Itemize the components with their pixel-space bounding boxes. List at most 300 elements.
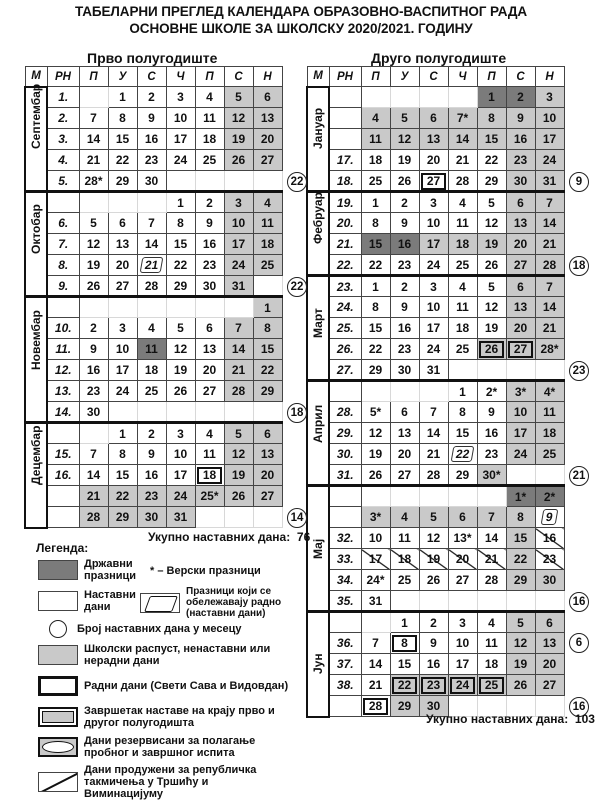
day-cell: 8 <box>390 633 419 654</box>
day-cell: 21 <box>477 549 506 570</box>
day-cell: 12 <box>166 339 195 360</box>
day-cell: 19 <box>79 255 108 276</box>
day-cell: 28* <box>79 171 108 192</box>
day-cell: 1 <box>253 297 282 318</box>
day-cell: 24 <box>419 339 448 360</box>
legend-extended-days: Дани продужени за републичка такмичења у Тршићу и Виминацијуму <box>38 764 288 800</box>
week-row <box>307 528 564 549</box>
day-cell: 9 <box>390 297 419 318</box>
day-cell: 4 <box>195 87 224 108</box>
legend-day-count: Број наставних дана у месецу <box>38 620 242 638</box>
column-header: П <box>79 67 108 87</box>
day-cell: 12 <box>224 444 253 465</box>
week-row <box>25 444 282 465</box>
day-cell: 14 <box>137 234 166 255</box>
day-cell: 13* <box>448 528 477 549</box>
day-cell: 23 <box>79 381 108 402</box>
day-cell: 10 <box>166 444 195 465</box>
month-day-count: 22 <box>287 277 307 297</box>
day-cell: 17 <box>361 549 390 570</box>
day-cell <box>224 507 253 528</box>
day-cell: 16 <box>137 129 166 150</box>
title-line2: ОСНОВНЕ ШКОЛЕ ЗА ШКОЛСКУ 2020/2021. ГОДИНУ <box>129 21 473 36</box>
day-cell: 14 <box>477 528 506 549</box>
day-cell <box>166 402 195 423</box>
day-cell: 10 <box>166 108 195 129</box>
day-cell: 10 <box>108 339 137 360</box>
day-cell: 10 <box>448 633 477 654</box>
day-cell: 28 <box>477 570 506 591</box>
day-cell: 18 <box>137 360 166 381</box>
week-number <box>47 297 79 318</box>
week-number: 20. <box>329 213 361 234</box>
day-cell: 23 <box>506 150 535 171</box>
week-row <box>307 297 564 318</box>
day-cell: 19 <box>506 654 535 675</box>
day-cell <box>419 87 448 108</box>
day-cell: 26 <box>79 276 108 297</box>
week-number: 27. <box>329 360 361 381</box>
column-header: С <box>137 67 166 87</box>
week-number: 34. <box>329 570 361 591</box>
day-cell <box>448 87 477 108</box>
week-row <box>25 507 282 528</box>
day-cell: 29 <box>108 171 137 192</box>
week-number: 25. <box>329 318 361 339</box>
day-cell: 19 <box>477 234 506 255</box>
day-cell <box>390 381 419 402</box>
day-cell: 19 <box>224 129 253 150</box>
week-row <box>307 87 564 108</box>
day-cell: 25 <box>361 171 390 192</box>
day-cell: 30 <box>79 402 108 423</box>
day-cell <box>137 297 166 318</box>
day-cell: 15 <box>361 234 390 255</box>
day-cell: 23 <box>419 675 448 696</box>
day-cell: 7 <box>79 444 108 465</box>
month-label: Јун <box>307 612 329 717</box>
day-cell: 13 <box>506 213 535 234</box>
week-number <box>329 87 361 108</box>
week-row <box>307 507 564 528</box>
day-cell: 3* <box>506 381 535 402</box>
day-cell: 11 <box>361 129 390 150</box>
first-semester-title: Прво полугодиште <box>87 50 218 66</box>
day-cell: 11 <box>535 402 564 423</box>
day-cell: 11 <box>390 528 419 549</box>
day-cell: 2 <box>79 318 108 339</box>
day-cell: 13 <box>419 129 448 150</box>
week-row <box>307 675 564 696</box>
day-cell: 4 <box>448 276 477 297</box>
day-cell: 31 <box>535 171 564 192</box>
week-row <box>25 192 282 213</box>
day-cell <box>477 360 506 381</box>
day-cell: 7 <box>79 108 108 129</box>
day-cell <box>79 87 108 108</box>
day-cell: 5 <box>79 213 108 234</box>
day-cell: 21 <box>79 150 108 171</box>
week-row <box>307 486 564 507</box>
day-cell: 6 <box>448 507 477 528</box>
week-row <box>25 150 282 171</box>
day-cell: 4* <box>535 381 564 402</box>
day-cell: 10 <box>419 297 448 318</box>
day-cell: 20 <box>253 465 282 486</box>
day-cell: 24 <box>108 381 137 402</box>
legend-state-holidays: Државни празници <box>38 558 148 582</box>
day-cell <box>195 297 224 318</box>
week-number: 11. <box>47 339 79 360</box>
day-cell: 4 <box>390 507 419 528</box>
week-row <box>25 318 282 339</box>
week-number: 35. <box>329 591 361 612</box>
day-cell <box>477 486 506 507</box>
column-header: П <box>477 67 506 87</box>
day-cell: 18 <box>195 129 224 150</box>
day-cell: 21 <box>79 486 108 507</box>
day-cell: 25 <box>448 339 477 360</box>
day-cell <box>535 360 564 381</box>
week-row <box>307 402 564 423</box>
day-cell: 7 <box>224 318 253 339</box>
week-number: 8. <box>47 255 79 276</box>
week-row <box>307 360 564 381</box>
day-cell: 24 <box>224 255 253 276</box>
day-cell: 22 <box>361 255 390 276</box>
week-row <box>307 654 564 675</box>
day-cell: 19 <box>361 444 390 465</box>
day-cell: 8 <box>108 108 137 129</box>
day-cell: 12 <box>419 528 448 549</box>
day-cell: 11 <box>448 297 477 318</box>
legend-title: Легенда: <box>36 541 89 555</box>
day-cell <box>224 402 253 423</box>
day-cell <box>419 381 448 402</box>
week-number <box>329 129 361 150</box>
day-cell: 1 <box>166 192 195 213</box>
day-cell: 11 <box>477 633 506 654</box>
month-day-count: 23 <box>569 361 589 381</box>
day-cell: 11 <box>448 213 477 234</box>
legend-teaching-days: Наставни дани <box>38 589 148 613</box>
month-day-count: 18 <box>569 256 589 276</box>
second-semester-title: Друго полугодиште <box>371 50 507 66</box>
day-cell: 15 <box>108 129 137 150</box>
day-cell: 15 <box>253 339 282 360</box>
day-cell: 26 <box>477 339 506 360</box>
day-cell: 8 <box>166 213 195 234</box>
week-number: 10. <box>47 318 79 339</box>
week-row <box>25 486 282 507</box>
month-day-count: 14 <box>287 508 307 528</box>
day-cell <box>535 591 564 612</box>
day-cell: 17 <box>419 318 448 339</box>
day-cell: 19 <box>419 549 448 570</box>
day-cell: 29 <box>448 465 477 486</box>
day-cell: 3 <box>108 318 137 339</box>
week-row <box>307 192 564 213</box>
day-cell: 6 <box>506 192 535 213</box>
week-row <box>25 234 282 255</box>
day-cell: 8 <box>361 213 390 234</box>
day-cell <box>224 297 253 318</box>
day-cell: 3 <box>166 423 195 444</box>
day-cell: 3 <box>448 612 477 633</box>
day-cell: 28 <box>448 171 477 192</box>
day-cell: 5 <box>224 423 253 444</box>
week-row <box>307 171 564 192</box>
day-cell: 6 <box>108 213 137 234</box>
week-row <box>307 129 564 150</box>
day-cell: 28 <box>361 696 390 717</box>
day-cell: 10 <box>535 108 564 129</box>
day-cell: 5 <box>477 192 506 213</box>
day-cell <box>506 465 535 486</box>
day-cell: 27 <box>448 570 477 591</box>
day-cell: 26 <box>224 150 253 171</box>
day-cell: 25 <box>195 150 224 171</box>
day-cell: 15 <box>477 129 506 150</box>
day-cell: 15 <box>390 654 419 675</box>
month-label: Мај <box>307 486 329 612</box>
week-number: 1. <box>47 87 79 108</box>
day-cell <box>361 612 390 633</box>
slash-swatch-icon <box>38 772 78 792</box>
day-cell: 9 <box>535 507 564 528</box>
day-cell: 16 <box>419 654 448 675</box>
day-cell: 21 <box>419 444 448 465</box>
day-cell: 2 <box>419 612 448 633</box>
day-cell: 17 <box>448 654 477 675</box>
week-row <box>307 276 564 297</box>
day-cell: 2 <box>137 423 166 444</box>
day-cell: 22 <box>506 549 535 570</box>
day-cell: 24 <box>506 444 535 465</box>
day-cell: 22 <box>108 150 137 171</box>
day-cell: 13 <box>253 108 282 129</box>
white-swatch-icon <box>38 591 78 611</box>
day-cell: 29 <box>390 696 419 717</box>
day-cell: 16 <box>390 318 419 339</box>
day-cell <box>390 591 419 612</box>
day-cell: 3 <box>166 87 195 108</box>
second-semester-calendar <box>306 66 565 718</box>
week-number: 17. <box>329 150 361 171</box>
column-header: Ч <box>166 67 195 87</box>
day-cell: 8 <box>361 297 390 318</box>
day-cell <box>79 192 108 213</box>
week-row <box>307 318 564 339</box>
day-cell: 18 <box>448 318 477 339</box>
week-number: 14. <box>47 402 79 423</box>
day-cell: 5 <box>390 108 419 129</box>
day-cell: 25 <box>137 381 166 402</box>
day-cell: 16 <box>79 360 108 381</box>
day-cell: 7 <box>535 192 564 213</box>
day-cell: 27 <box>535 675 564 696</box>
first-semester-total: Укупно наставних дана: 76 <box>148 530 311 544</box>
week-number: 6. <box>47 213 79 234</box>
day-cell: 21 <box>535 318 564 339</box>
day-cell: 30 <box>195 276 224 297</box>
day-cell: 1 <box>448 381 477 402</box>
day-cell: 5 <box>506 612 535 633</box>
week-number: 21. <box>329 234 361 255</box>
day-cell: 11 <box>253 213 282 234</box>
day-cell: 27 <box>253 150 282 171</box>
week-row <box>25 87 282 108</box>
day-cell <box>253 402 282 423</box>
column-header: У <box>390 67 419 87</box>
day-cell: 21 <box>361 675 390 696</box>
day-cell: 2* <box>535 486 564 507</box>
week-number: 24. <box>329 297 361 318</box>
day-cell: 2* <box>477 381 506 402</box>
day-cell <box>79 423 108 444</box>
day-cell: 30 <box>419 696 448 717</box>
week-number: 3. <box>47 129 79 150</box>
day-cell: 17 <box>535 129 564 150</box>
day-cell: 28 <box>79 507 108 528</box>
day-cell: 23 <box>390 339 419 360</box>
week-row <box>307 339 564 360</box>
day-cell <box>419 486 448 507</box>
day-cell: 30 <box>506 171 535 192</box>
day-cell <box>137 192 166 213</box>
day-cell: 20 <box>253 129 282 150</box>
day-cell <box>506 591 535 612</box>
legend-working-days: Радни дани (Свети Сава и Видовдан) <box>38 676 288 696</box>
day-cell: 24 <box>448 675 477 696</box>
week-number <box>329 381 361 402</box>
legend-school-break: Школски распуст, ненаставни или нерадни дани <box>38 643 278 667</box>
day-cell: 13 <box>390 423 419 444</box>
day-cell: 2 <box>506 87 535 108</box>
day-cell: 31 <box>166 507 195 528</box>
day-cell <box>108 192 137 213</box>
day-cell: 12 <box>390 129 419 150</box>
day-cell: 20 <box>506 234 535 255</box>
column-header: Н <box>253 67 282 87</box>
column-header: С <box>419 67 448 87</box>
day-cell: 9 <box>137 444 166 465</box>
week-number: 4. <box>47 150 79 171</box>
day-cell: 9 <box>79 339 108 360</box>
day-cell: 19 <box>166 360 195 381</box>
day-cell: 14 <box>361 654 390 675</box>
gray-swatch-icon <box>38 645 78 665</box>
day-cell: 23 <box>137 486 166 507</box>
day-cell: 8 <box>108 444 137 465</box>
day-cell: 19 <box>390 150 419 171</box>
day-cell: 8 <box>506 507 535 528</box>
day-cell: 22 <box>448 444 477 465</box>
week-row <box>307 633 564 654</box>
week-number: 32. <box>329 528 361 549</box>
day-cell: 26 <box>390 171 419 192</box>
day-cell: 20 <box>448 549 477 570</box>
week-number: 2. <box>47 108 79 129</box>
day-cell: 15 <box>166 234 195 255</box>
day-cell: 14 <box>79 465 108 486</box>
day-cell: 30 <box>535 570 564 591</box>
day-cell: 7 <box>477 507 506 528</box>
day-cell: 25 <box>535 444 564 465</box>
day-cell: 3* <box>361 507 390 528</box>
week-row <box>307 234 564 255</box>
day-cell: 6 <box>390 402 419 423</box>
day-cell: 28 <box>137 276 166 297</box>
day-cell: 16 <box>137 465 166 486</box>
week-row <box>25 381 282 402</box>
day-cell: 26 <box>361 465 390 486</box>
week-number <box>329 612 361 633</box>
day-cell <box>448 591 477 612</box>
day-cell: 29 <box>166 276 195 297</box>
day-cell: 5 <box>419 507 448 528</box>
day-cell: 9 <box>477 402 506 423</box>
column-header: П <box>361 67 390 87</box>
day-cell: 24 <box>166 486 195 507</box>
week-number: 26. <box>329 339 361 360</box>
week-number <box>47 423 79 444</box>
day-cell: 6 <box>195 318 224 339</box>
day-cell: 22 <box>477 150 506 171</box>
day-cell: 10 <box>506 402 535 423</box>
day-cell: 27 <box>253 486 282 507</box>
day-cell: 20 <box>506 318 535 339</box>
double-frame-icon <box>38 707 78 727</box>
week-row <box>307 381 564 402</box>
day-cell: 21 <box>224 360 253 381</box>
month-day-count: 16 <box>569 697 589 717</box>
column-header: С <box>224 67 253 87</box>
exam-frame-icon <box>38 737 78 757</box>
column-header: Ч <box>448 67 477 87</box>
week-number: 13. <box>47 381 79 402</box>
day-cell: 1 <box>477 87 506 108</box>
header-row <box>25 67 282 87</box>
day-cell: 26 <box>477 255 506 276</box>
week-row <box>307 465 564 486</box>
day-cell: 17 <box>224 234 253 255</box>
month-label: Децембар <box>25 423 47 528</box>
day-cell: 8 <box>477 108 506 129</box>
week-row <box>25 171 282 192</box>
month-label: Април <box>307 381 329 486</box>
week-row <box>25 297 282 318</box>
week-number <box>47 507 79 528</box>
week-number <box>329 108 361 129</box>
day-cell <box>390 87 419 108</box>
day-cell: 14 <box>448 129 477 150</box>
column-header: М <box>307 67 329 87</box>
day-cell: 26 <box>224 486 253 507</box>
day-cell: 4 <box>253 192 282 213</box>
day-cell: 15 <box>108 465 137 486</box>
day-cell: 8 <box>448 402 477 423</box>
week-number: 29. <box>329 423 361 444</box>
column-header: РН <box>329 67 361 87</box>
day-cell: 11 <box>195 444 224 465</box>
day-cell: 13 <box>108 234 137 255</box>
column-header: М <box>25 67 47 87</box>
day-cell: 13 <box>506 297 535 318</box>
day-cell: 1 <box>108 87 137 108</box>
week-number: 18. <box>329 171 361 192</box>
day-cell: 4 <box>448 192 477 213</box>
